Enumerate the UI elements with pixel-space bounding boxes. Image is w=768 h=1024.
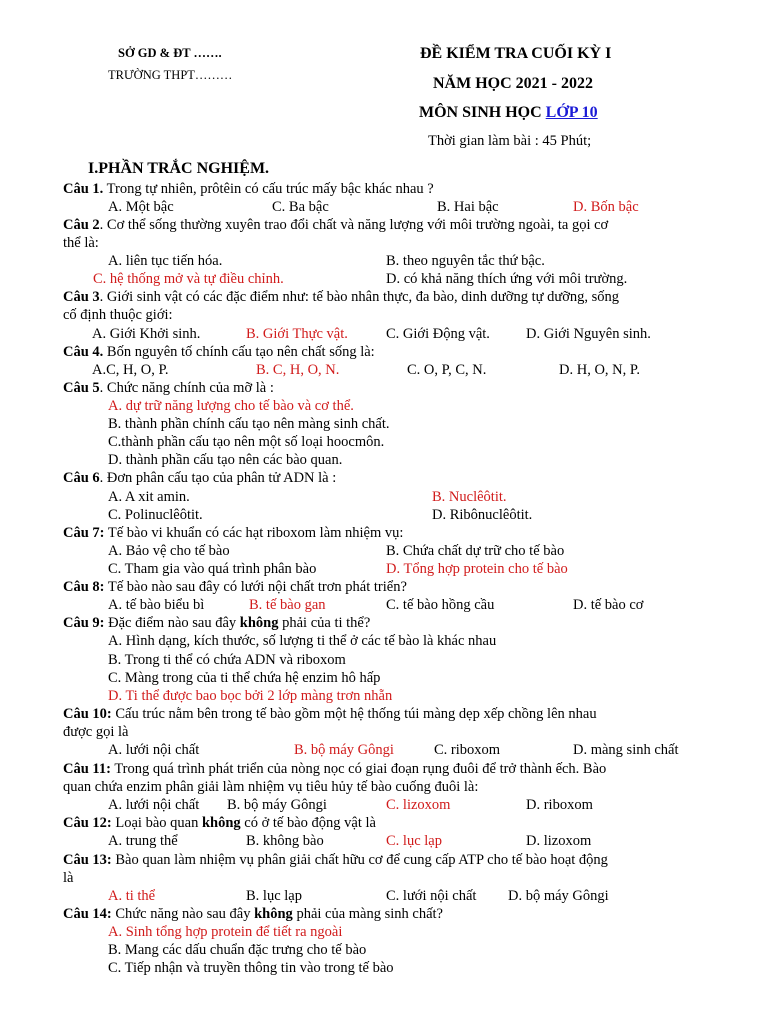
answer-6a[interactable]: A. A xit amin. [108,489,190,505]
answer-7d-correct[interactable]: D. Tổng hợp protein cho tế bào [386,561,568,577]
answer-4c[interactable]: C. O, P, C, N. [407,362,487,378]
question-13: Câu 13: Bào quan làm nhiệm vụ phân giải chất hữu cơ để cung cấp ATP cho tế bào hoạt động [63,852,608,868]
answer-9c[interactable]: C. Màng trong của ti thể chứa hệ enzim hô hấp [108,670,381,686]
answer-5b[interactable]: B. thành phần chính cấu tạo nên màng sinh chất. [108,416,390,432]
answer-9d-correct[interactable]: D. Ti thể được bao bọc bởi 2 lớp màng trơn nhẵn [108,688,393,704]
question-11-cont: quan chứa enzim phân giải làm nhiệm vụ tiêu hủy tế bào cuống đuôi là: [63,779,479,795]
question-2-cont: thể là: [63,235,99,251]
answer-4b-correct[interactable]: B. C, H, O, N. [256,362,340,378]
answer-12c-correct[interactable]: C. lục lạp [386,833,442,849]
answer-10b-correct[interactable]: B. bộ máy Gôngi [294,742,394,758]
answer-13d[interactable]: D. bộ máy Gôngi [508,888,609,904]
answer-13b[interactable]: B. lục lạp [246,888,302,904]
question-5: Câu 5. Chức năng chính của mỡ là : [63,380,274,396]
answer-12b[interactable]: B. không bào [246,833,324,849]
exam-time: Thời gian làm bài : 45 Phút; [428,133,592,149]
exam-title: ĐỀ KIỂM TRA CUỐI KỲ I [420,45,612,62]
answer-14c[interactable]: C. Tiếp nhận và truyền thông tin vào trong tế bào [108,960,394,976]
answer-7b[interactable]: B. Chứa chất dự trữ cho tế bào [386,543,565,559]
answer-7c[interactable]: C. Tham gia vào quá trình phân bào [108,561,317,577]
answer-3a[interactable]: A. Giới Khởi sinh. [92,326,201,342]
answer-10d[interactable]: D. màng sinh chất [573,742,679,758]
department-label: SỞ GD & ĐT ……. [118,46,222,60]
answer-4a[interactable]: A.C, H, O, P. [92,362,169,378]
question-6: Câu 6. Đơn phân cấu tạo của phân tử ADN là : [63,470,337,486]
question-2: Câu 2. Cơ thể sống thường xuyên trao đổi chất và năng lượng với môi trường ngoài, ta gọi cơ [63,217,609,233]
question-3-cont: cố định thuộc giới: [63,307,173,323]
answer-5a-correct[interactable]: A. dự trữ năng lượng cho tế bào và cơ thể. [108,398,354,414]
answer-6d[interactable]: D. Ribônuclêôtit. [432,507,533,523]
question-4: Câu 4. Bốn nguyên tố chính cấu tạo nên chất sống là: [63,344,375,360]
answer-11a[interactable]: A. lưới nội chất [108,797,200,813]
answer-8c[interactable]: C. tế bào hồng cầu [386,597,495,613]
answer-12a[interactable]: A. trung thể [108,833,178,849]
question-11: Câu 11: Trong quá trình phát triển của nòng nọc có giai đoạn rụng đuôi để trở thành ếch. Bào [63,761,607,777]
answer-10c[interactable]: C. riboxom [434,742,501,758]
question-8: Câu 8: Tế bào nào sau đây có lưới nội chất trơn phát triển? [63,579,407,595]
answer-11d[interactable]: D. riboxom [526,797,593,813]
question-10-cont: được gọi là [63,724,129,740]
answer-7a[interactable]: A. Bảo vệ cho tế bào [108,543,230,559]
answer-6c[interactable]: C. Polinuclêôtit. [108,507,203,523]
answer-6b-correct[interactable]: B. Nuclêôtit. [432,489,507,505]
answer-11b[interactable]: B. bộ máy Gôngi [227,797,327,813]
answer-12d[interactable]: D. lizoxom [526,833,592,849]
question-3: Câu 3. Giới sinh vật có các đặc điểm như: tế bào nhân thực, đa bào, dinh dưỡng tự dưỡng, sống [63,289,620,305]
answer-2c-correct[interactable]: C. hệ thống mở và tự điều chỉnh. [93,271,284,287]
answer-1d-correct[interactable]: D. Bốn bậc [573,199,639,215]
answer-5c[interactable]: C.thành phần cấu tạo nên một số loại hoocmôn. [108,434,385,450]
answer-8b-correct[interactable]: B. tế bào gan [249,597,326,613]
answer-2d[interactable]: D. có khả năng thích ứng với môi trường. [386,271,628,287]
answer-5d[interactable]: D. thành phần cấu tạo nên các bào quan. [108,452,343,468]
answer-2a[interactable]: A. liên tục tiến hóa. [108,253,223,269]
school-label: TRƯỜNG THPT……… [108,68,233,82]
section-title: I.PHẦN TRẮC NGHIỆM. [88,160,270,177]
subject-prefix: MÔN SINH HỌC [419,104,546,121]
question-14: Câu 14: Chức năng nào sau đây không phải của màng sinh chất? [63,906,443,922]
answer-3b-correct[interactable]: B. Giới Thực vật. [246,326,348,342]
answer-9a[interactable]: A. Hình dạng, kích thước, số lượng ti thể ở các tế bào là khác nhau [108,633,497,649]
answer-9b[interactable]: B. Trong ti thể có chứa ADN và riboxom [108,652,346,668]
answer-8d[interactable]: D. tế bào cơ [573,597,644,613]
question-9: Câu 9: Đặc điểm nào sau đây không phải của ti thể? [63,615,371,631]
question-1: Câu 1. Trong tự nhiên, prôtêin có cấu trúc mấy bậc khác nhau ? [63,181,434,197]
question-10: Câu 10: Cấu trúc nằm bên trong tế bào gồm một hệ thống túi màng dẹp xếp chồng lên nhau [63,706,597,722]
answer-13a-correct[interactable]: A. ti thể [108,888,156,904]
answer-10a[interactable]: A. lưới nội chất [108,742,200,758]
answer-14b[interactable]: B. Mang các dấu chuẩn đặc trưng cho tế bào [108,942,367,958]
school-year: NĂM HỌC 2021 - 2022 [433,75,593,92]
question-13-cont: là [63,870,74,886]
answer-13c[interactable]: C. lưới nội chất [386,888,477,904]
answer-2b[interactable]: B. theo nguyên tắc thứ bậc. [386,253,545,269]
question-12: Câu 12: Loại bào quan không có ở tế bào động vật là [63,815,376,831]
answer-1b[interactable]: B. Hai bậc [437,199,499,215]
answer-11c-correct[interactable]: C. lizoxom [386,797,451,813]
answer-1a[interactable]: A. Một bậc [108,199,174,215]
answer-1c[interactable]: C. Ba bậc [272,199,329,215]
answer-4d[interactable]: D. H, O, N, P. [559,362,640,378]
class-link[interactable]: LỚP 10 [545,104,598,121]
question-7: Câu 7: Tế bào vi khuẩn có các hạt riboxom làm nhiệm vụ: [63,525,404,541]
subject-line [419,104,598,122]
answer-3d[interactable]: D. Giới Nguyên sinh. [526,326,651,342]
answer-3c[interactable]: C. Giới Động vật. [386,326,490,342]
answer-8a[interactable]: A. tế bào biểu bì [108,597,205,613]
answer-14a-correct[interactable]: A. Sinh tổng hợp protein để tiết ra ngoài [108,924,343,940]
